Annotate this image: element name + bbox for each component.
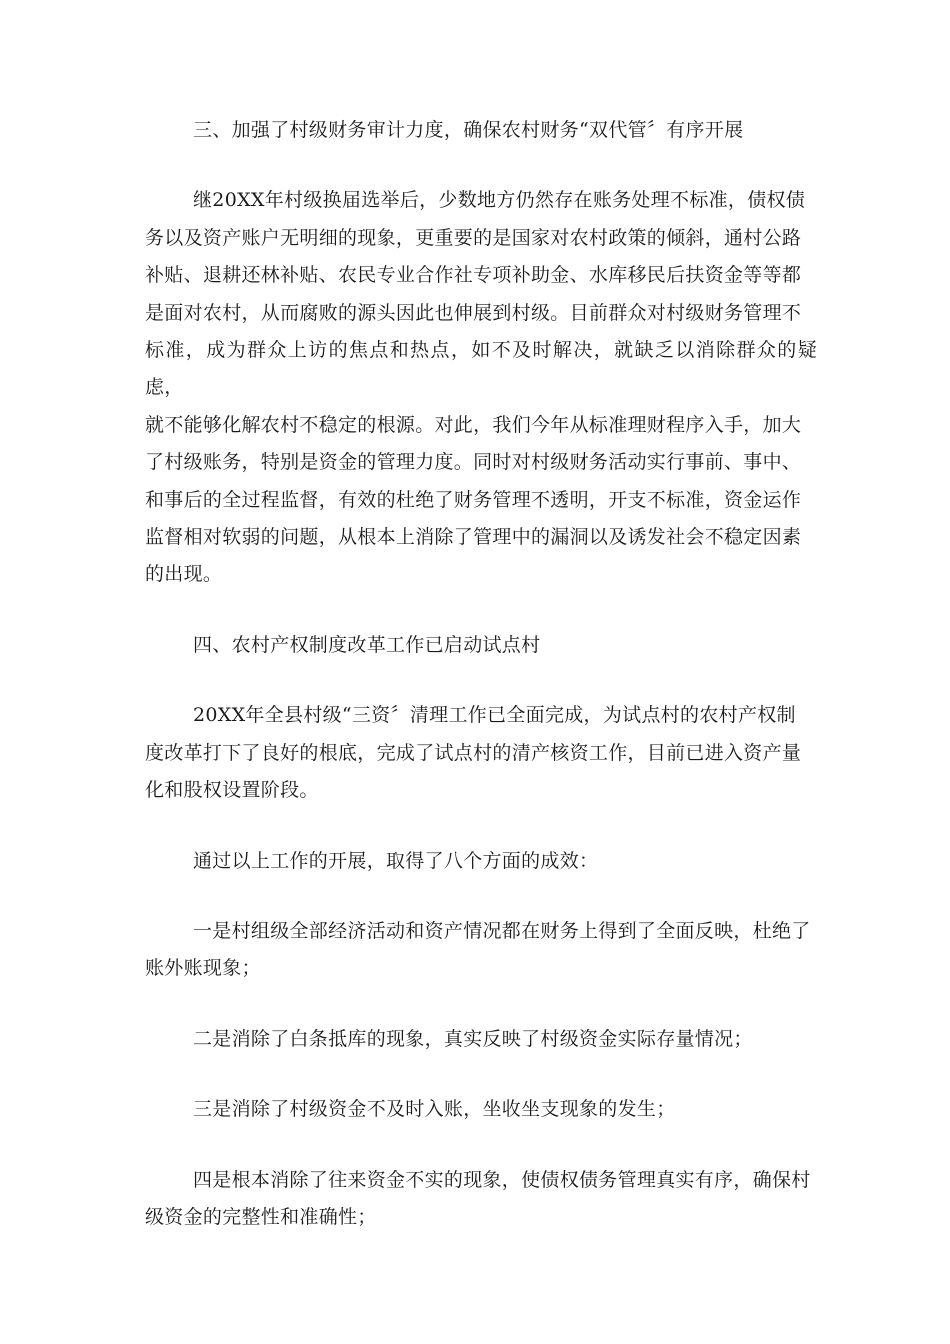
paragraph-property-rights: 20XX年全县村级“三资〞清理工作已全面完成，为试点村的农村产权制 度改革打下了良好的根底，完成了试点村的清产核资工作，目前已进入资产量 化和股权设置阶段。 [145, 704, 802, 802]
section-heading-property-rights: 四、农村产权制度改革工作已启动试点村 [193, 633, 541, 656]
result-item-3: 三是消除了村级资金不及时入账，坐收坐支现象的发生； [193, 1098, 676, 1121]
paragraph-audit-details: 继20XX年村级换届选举后，少数地方仍然存在账务处理不标准，债权债 务以及资产账户无明细的现象，更重要的是国家对农村政策的倾斜，通村公路 补贴、退耕还林补贴、农民专业合作社专项补助金、水库移民后扶资金等等都 是面对农村，从而腐败的源头因此也伸展到村级。目前群众对村级财务管理不 标准，成为群众上访的焦点和热点，如不及时解决，就缺乏以消除群众的疑虑， 就不能够化解农村不稳定的根源。对此，我们今年从标准理财程序入手，加大 了村级账务，特别是资金的管理力度。同时对村级财务活动实行事前、事中、 和事后的全过程监督，有效的杜绝了财务管理不透明，开支不标准，资金运作 监督相对软弱的问题，从根本上消除了管理中的漏洞以及诱发社会不稳定因素 的出现。 [145, 189, 817, 586]
document-body [145, 112, 817, 1236]
result-item-1: 一是村组级全部经济活动和资产情况都在财务上得到了全面反映，杜绝了 账外账现象； [145, 919, 811, 980]
section-heading-audit: 三、加强了村级财务审计力度，确保农村财务“双代管〞有序开展 [193, 119, 744, 141]
paragraph-results-intro: 通过以上工作的开展，取得了八个方面的成效： [193, 849, 599, 872]
result-item-4: 四是根本消除了往来资金不实的现象，使债权债务管理真实有序，确保村 级资金的完整性和准确性； [145, 1168, 811, 1228]
result-item-2: 二是消除了白条抵库的现象，真实反映了村级资金实际存量情况； [193, 1027, 753, 1050]
